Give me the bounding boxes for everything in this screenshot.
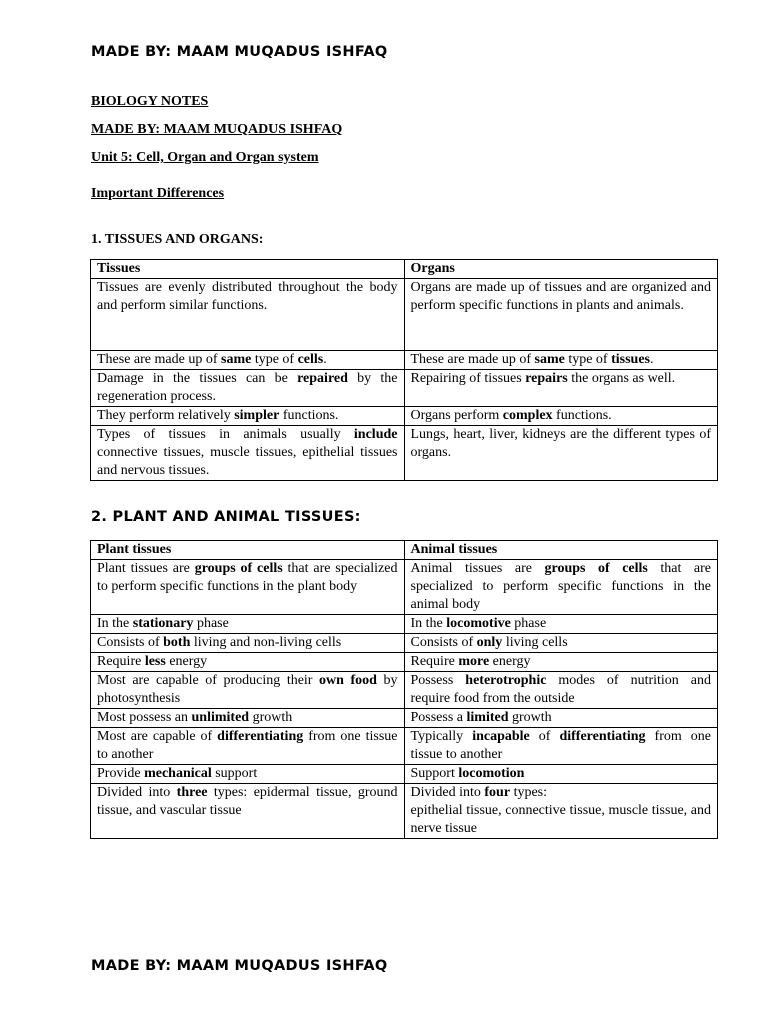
table-row	[91, 709, 718, 728]
table-row	[91, 765, 718, 784]
cell-text: that are specialized to perform specific functions in the animal body	[410, 561, 711, 612]
bold-text: only	[476, 635, 503, 650]
table-row	[91, 279, 718, 351]
table-cell	[404, 426, 718, 481]
cell-text: Require	[97, 654, 145, 669]
bold-text: mechanical	[144, 766, 212, 781]
cell-text: energy	[489, 654, 531, 669]
table-header-row	[91, 541, 718, 560]
table-cell	[91, 709, 405, 728]
table-cell	[404, 765, 718, 784]
cell-text: Most are capable of producing their	[97, 673, 320, 688]
bold-text: own food	[319, 673, 377, 688]
unit-title: Unit 5: Cell, Organ and Organ system	[91, 150, 319, 165]
cell-text: Organs are made up of tissues and are organized and perform specific functions in plants and animals.	[410, 280, 711, 313]
cell-text: .	[650, 352, 654, 367]
table-cell	[404, 653, 718, 672]
table-cell	[91, 765, 405, 784]
cell-text: types: epidermal tissue, ground tissue, and vascular tissue	[97, 785, 398, 818]
table-cell	[91, 426, 405, 481]
cell-text: Support	[410, 766, 459, 781]
table-cell	[91, 615, 405, 634]
table-row	[91, 728, 718, 765]
cell-text: connective tissues, muscle tissues, epithelial tissues and nervous tissues.	[97, 445, 398, 478]
cell-text: energy	[165, 654, 208, 669]
tissues-organs-table	[90, 259, 718, 481]
bold-text: tissues	[611, 352, 650, 367]
column-header: Animal tissues	[404, 541, 718, 560]
bold-text: heterotrophic	[465, 673, 547, 688]
bold-text: four	[484, 785, 511, 800]
cell-text: modes of nutrition and require food from the outside	[410, 673, 711, 706]
bold-text: limited	[466, 710, 509, 725]
table-cell	[91, 784, 405, 839]
table-cell	[404, 615, 718, 634]
cell-text: Damage in the tissues can be	[97, 371, 298, 386]
table-cell	[404, 351, 718, 370]
table-body	[91, 560, 718, 839]
table-row	[91, 784, 718, 839]
cell-text: types:	[510, 785, 548, 800]
bold-text: less	[144, 654, 166, 669]
cell-text: support	[211, 766, 258, 781]
cell-text: Consists of	[97, 635, 164, 650]
cell-text: of	[529, 729, 560, 744]
cell-text: These are made up of	[410, 352, 535, 367]
table-cell	[404, 279, 718, 351]
cell-text: epithelial tissue, connective tissue, muscle tissue, and nerve tissue	[410, 803, 711, 836]
bold-text: incapable	[472, 729, 530, 744]
table-cell	[91, 634, 405, 653]
cell-text: Divided into	[410, 785, 485, 800]
cell-text: growth	[508, 710, 552, 725]
cell-text: Provide	[97, 766, 145, 781]
cell-text: phase	[510, 616, 547, 631]
bold-text: more	[458, 654, 490, 669]
bold-text: differentiating	[559, 729, 646, 744]
cell-text: from one tissue to another	[97, 729, 398, 762]
bold-text: differentiating	[217, 729, 304, 744]
table-cell	[91, 407, 405, 426]
bold-text: simpler	[234, 408, 280, 423]
cell-text: by the regeneration process.	[97, 371, 398, 404]
cell-text: In the	[410, 616, 447, 631]
table-cell	[91, 370, 405, 407]
column-header: Tissues	[91, 260, 405, 279]
cell-text: Lungs, heart, liver, kidneys are the different types of organs.	[410, 427, 711, 460]
table-row	[91, 653, 718, 672]
table-cell	[404, 407, 718, 426]
bold-text: repairs	[525, 371, 568, 386]
cell-text: living and non-living cells	[190, 635, 342, 650]
bold-text: locomotive	[446, 616, 511, 631]
cell-text: Tissues are evenly distributed throughout the body and perform similar functions.	[97, 280, 398, 313]
cell-text: These are made up of	[97, 352, 221, 367]
cell-text: living cells	[502, 635, 568, 650]
cell-text: functions.	[552, 408, 612, 423]
table-row	[91, 351, 718, 370]
bold-text: stationary	[132, 616, 194, 631]
table-cell	[91, 672, 405, 709]
table-cell	[404, 634, 718, 653]
table-cell	[404, 672, 718, 709]
table-row	[91, 370, 718, 407]
cell-text: Most are capable of	[97, 729, 218, 744]
table-row	[91, 426, 718, 481]
section1-title: 1. TISSUES AND ORGANS:	[91, 232, 264, 247]
bold-text: repaired	[297, 371, 348, 386]
cell-text: Consists of	[410, 635, 477, 650]
bold-text: groups of cells	[194, 561, 283, 576]
cell-text: type of	[251, 352, 298, 367]
bold-text: groups of cells	[544, 561, 648, 576]
table-row	[91, 560, 718, 615]
bold-text: locomotion	[458, 766, 525, 781]
cell-text: phase	[193, 616, 229, 631]
author-line: MADE BY: MAAM MUQADUS ISHFAQ	[91, 122, 343, 137]
cell-text: In the	[97, 616, 133, 631]
table-cell	[91, 728, 405, 765]
table-cell	[91, 279, 405, 351]
table-cell	[404, 728, 718, 765]
plant-animal-tissues-table	[90, 540, 718, 839]
cell-text: Organs perform	[410, 408, 503, 423]
bold-text: both	[163, 635, 191, 650]
column-header: Plant tissues	[91, 541, 405, 560]
cell-text: the organs as well.	[567, 371, 676, 386]
table-header-row	[91, 260, 718, 279]
bold-text: same	[221, 352, 252, 367]
table-cell	[91, 653, 405, 672]
table-cell	[404, 784, 718, 839]
cell-text: Possess	[410, 673, 466, 688]
cell-text: Plant tissues are	[97, 561, 195, 576]
page-header: MADE BY: MAAM MUQADUS ISHFAQ	[91, 44, 388, 60]
table-cell	[91, 351, 405, 370]
cell-text: that are specialized to perform specific functions in the plant body	[97, 561, 398, 594]
bold-text: unlimited	[191, 710, 250, 725]
cell-text: growth	[249, 710, 293, 725]
cell-text: type of	[564, 352, 612, 367]
page-footer: MADE BY: MAAM MUQADUS ISHFAQ	[91, 958, 388, 974]
table-row	[91, 672, 718, 709]
differences-heading: Important Differences	[91, 186, 225, 201]
cell-text: from one tissue to another	[410, 729, 711, 762]
cell-text: Require	[410, 654, 459, 669]
cell-text: .	[323, 352, 327, 367]
table-cell	[404, 709, 718, 728]
bold-text: complex	[502, 408, 553, 423]
table-body	[91, 279, 718, 481]
cell-text: Animal tissues are	[410, 561, 545, 576]
bold-text: same	[534, 352, 565, 367]
table-cell	[91, 560, 405, 615]
table-cell	[404, 370, 718, 407]
bold-text: include	[353, 427, 398, 442]
cell-text: by photosynthesis	[97, 673, 398, 706]
cell-text: They perform relatively	[97, 408, 235, 423]
cell-text: Types of tissues in animals usually	[97, 427, 354, 442]
cell-text: Typically	[410, 729, 473, 744]
table-cell	[404, 560, 718, 615]
cell-text: Divided into	[97, 785, 177, 800]
cell-text: functions.	[279, 408, 339, 423]
bold-text: three	[176, 785, 208, 800]
section2-title: 2. PLANT AND ANIMAL TISSUES:	[91, 509, 361, 525]
bold-text: cells	[297, 352, 324, 367]
notes-title: BIOLOGY NOTES	[91, 94, 209, 109]
column-header: Organs	[404, 260, 718, 279]
table-row	[91, 407, 718, 426]
table-row	[91, 634, 718, 653]
table-row	[91, 615, 718, 634]
cell-text: Repairing of tissues	[410, 371, 526, 386]
cell-text: Most possess an	[97, 710, 192, 725]
cell-text: Possess a	[410, 710, 467, 725]
